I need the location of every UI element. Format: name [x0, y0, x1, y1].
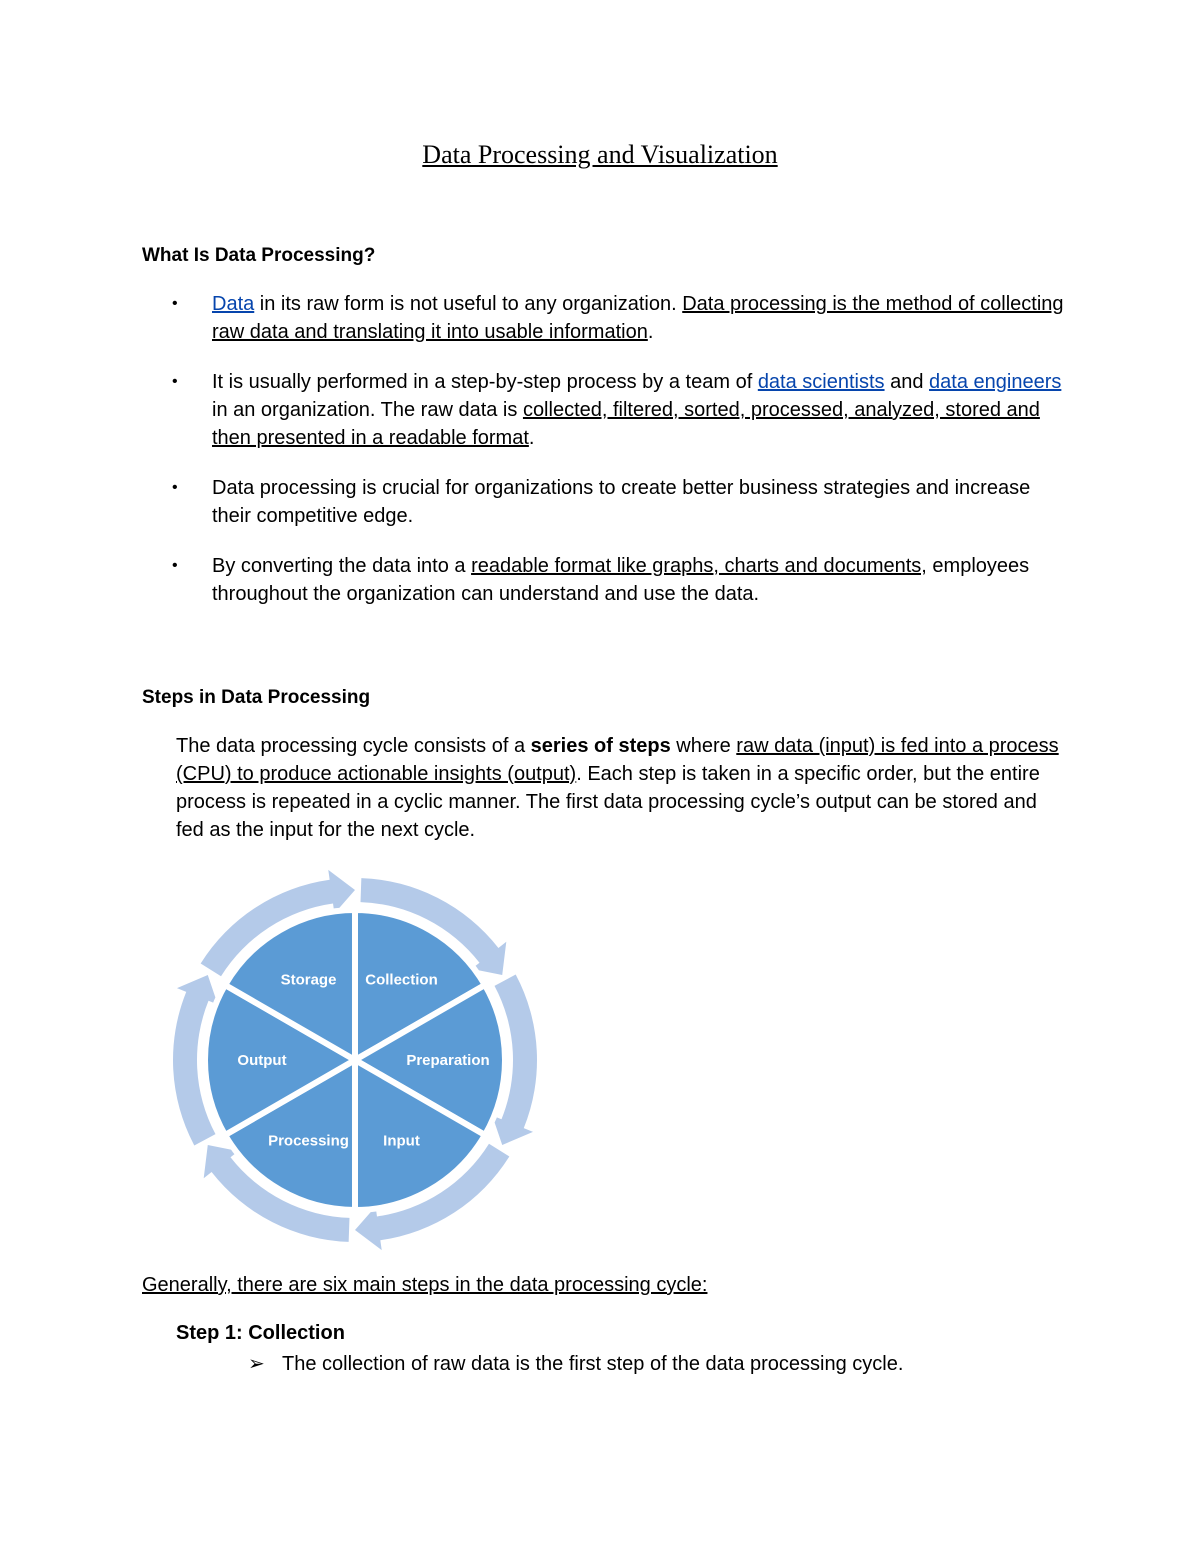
- list-item: • It is usually performed in a step-by-step process by a team of data scientists and data engineers in an organization. The raw data is collected, filtered, sorted, processed, analyzed, stored and then presented in a readable format.: [172, 368, 1072, 452]
- cycle-segment-label: Input: [383, 1132, 420, 1150]
- steps-paragraph: The data processing cycle consists of a series of steps where raw data (input) is fed into a process (CPU) to produce actionable insights (output). Each step is taken in a specific order, but the entire process is repeated in a cyclic manner. The first data processing cycle’s output can be stored and fed as the input for the next cycle.: [176, 735, 1059, 841]
- cycle-svg: [150, 860, 570, 1260]
- list-item: • By converting the data into a readable format like graphs, charts and documents, employees throughout the organization can understand and use the data.: [172, 552, 1072, 608]
- step-1-heading: Step 1: Collection: [176, 1322, 345, 1344]
- cycle-segment-label: Preparation: [406, 1052, 490, 1069]
- bullet-dot: •: [172, 373, 178, 390]
- section-heading-what-is: What Is Data Processing?: [142, 245, 376, 266]
- cycle-segment-label: Output: [237, 1052, 287, 1069]
- section-heading-steps: Steps in Data Processing: [142, 687, 371, 708]
- six-steps-intro: Generally, there are six main steps in the data processing cycle:: [142, 1274, 708, 1296]
- bullet-dot: •: [172, 557, 178, 574]
- bullet-dot: •: [172, 479, 178, 496]
- arrow-bullet-icon: ➢: [248, 1353, 265, 1375]
- list-item: • Data in its raw form is not useful to any organization. Data processing is the method of collecting raw data and translating it into usable information.: [172, 290, 1072, 346]
- bullet-dot: •: [172, 295, 178, 312]
- bullet-list: [172, 290, 1072, 630]
- list-item: • Data processing is crucial for organizations to create better business strategies and increase their competitive edge.: [172, 474, 1072, 530]
- document-title: Data Processing and Visualization: [422, 140, 778, 169]
- link-data-engineers[interactable]: data engineers: [929, 371, 1062, 393]
- cycle-segment-label: Collection: [365, 971, 438, 989]
- link-data[interactable]: Data: [212, 293, 255, 315]
- cycle-segment-label: Processing: [268, 1132, 349, 1150]
- data-processing-cycle-diagram: [150, 860, 570, 1260]
- cycle-segment-label: Storage: [280, 971, 337, 989]
- link-data-scientists[interactable]: data scientists: [757, 371, 885, 393]
- step-1-list-item: ➢ The collection of raw data is the first step of the data processing cycle.: [248, 1350, 903, 1378]
